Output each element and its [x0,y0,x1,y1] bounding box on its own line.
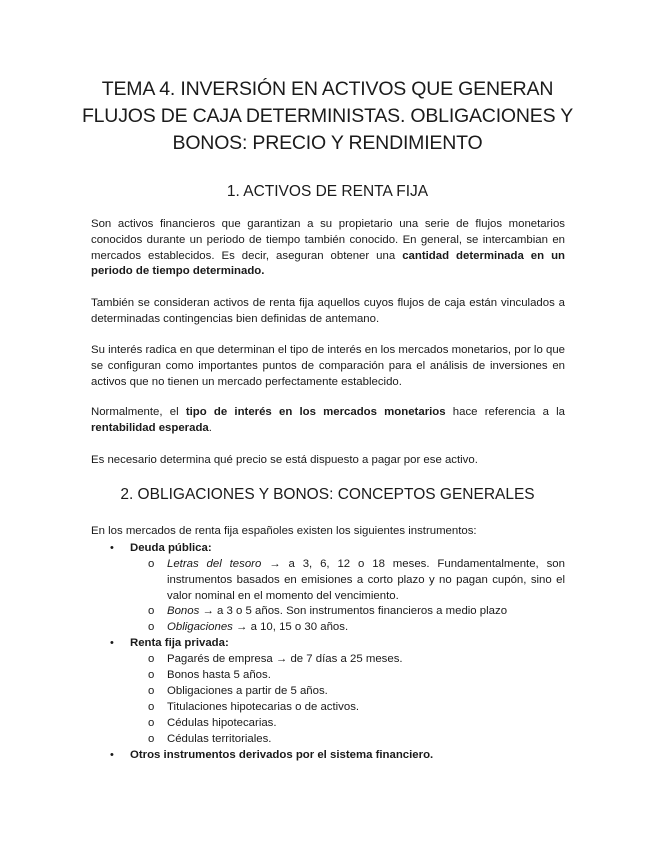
sub-bullet-icon: o [148,685,155,697]
section-2-heading: 2. OBLIGACIONES Y BONOS: CONCEPTOS GENERALES [120,486,535,503]
letras-name: Letras del tesoro [167,558,262,570]
pagares-text: Pagarés de empresa [167,653,276,665]
deuda-publica-label: Deuda pública: [130,542,212,554]
bonos-text: a 3 o 5 años. Son instrumentos financieros a medio plazo [213,605,508,617]
paragraph-4-bold-2: rentabilidad esperada [91,421,209,434]
paragraph-4 [91,405,565,437]
paragraph-3: Su interés radica en que determinan el tipo de interés en los mercados monetarios, por lo que se configuran como importantes puntos de comparación para el análisis de inversiones en activos que no tienen un mercado perfectamente establecido. [91,344,565,388]
sub-bullet-icon: o [148,605,155,617]
paragraph-4-post: . [208,421,212,434]
obligaciones-name: Obligaciones [167,621,233,633]
sub-bullet-icon: o [148,558,155,570]
renta-privada-label: Renta fija privada: [130,637,229,649]
bullet-icon: • [110,637,114,649]
paragraph-5: Es necesario determina qué precio se está dispuesto a pagar por ese activo. [91,454,478,466]
paragraph-4-bold-1: tipo de interés en los mercados monetarios [185,406,446,418]
section-1-heading: 1. ACTIVOS DE RENTA FIJA [226,183,429,200]
paragraph-1 [91,217,565,280]
paragraph-4-pre: Normalmente, el [91,406,186,418]
list-item: Obligaciones a partir de 5 años. [167,685,328,697]
title-line-1: TEMA 4. INVERSIÓN EN ACTIVOS QUE GENERAN [101,78,554,100]
arrow-icon: → [269,558,281,570]
paragraph-1-text: Son activos financieros que garantizan a su propietario una serie de flujos monetarios conocidos durante un periodo de tiempo también conocido. En general, se intercambian en mercados establecidos. Es decir, aseguran obtener una [91,218,565,262]
pagares-item [167,652,403,668]
title-line-2: FLUJOS DE CAJA DETERMINISTAS. OBLIGACIONES Y [81,105,574,127]
obligaciones-text: a 10, 15 o 30 años. [247,621,349,633]
title-line-3: BONOS: PRECIO Y RENDIMIENTO [172,132,483,154]
sub-bullet-icon: o [148,669,155,681]
letras-text: a 3, 6, 12 o 18 meses. Fundamentalmente, son instrumentos basados en emisiones a corto plazo y no pagan cupón, sino el valor nominal en el momento del vencimiento. [167,558,565,602]
paragraph-4-mid: hace referencia a la [445,406,565,418]
arrow-icon: → [275,653,288,665]
bonos-name: Bonos [167,605,200,617]
arrow-icon: → [202,605,214,617]
obligaciones-item [167,620,348,636]
pagares-tail: de 7 días a 25 meses. [287,653,403,665]
sub-bullet-icon: o [148,733,155,745]
list-item: Titulaciones hipotecarias o de activos. [167,701,360,713]
instruments-intro: En los mercados de renta fija españoles existen los siguientes instrumentos: [91,525,477,537]
document-title [60,76,595,157]
otros-instrumentos-label: Otros instrumentos derivados por el sistema financiero. [130,749,434,761]
bonos-item [167,604,507,620]
sub-bullet-icon: o [148,717,155,729]
list-item: Bonos hasta 5 años. [167,669,271,681]
bullet-icon: • [110,749,114,761]
letras-item [167,557,565,604]
sub-bullet-icon: o [148,701,155,713]
list-item: Cédulas hipotecarias. [167,717,277,729]
paragraph-2: También se consideran activos de renta fija aquellos cuyos flujos de caja están vinculados a determinadas contingencias bien definidas de antemano. [91,297,565,325]
bullet-icon: • [110,542,114,554]
sub-bullet-icon: o [148,621,155,633]
sub-bullet-icon: o [148,653,155,665]
paragraph-1-bold: cantidad determinada en un periodo de tiempo determinado. [91,249,565,278]
arrow-icon: → [236,621,248,633]
list-item: Cédulas territoriales. [167,733,272,745]
